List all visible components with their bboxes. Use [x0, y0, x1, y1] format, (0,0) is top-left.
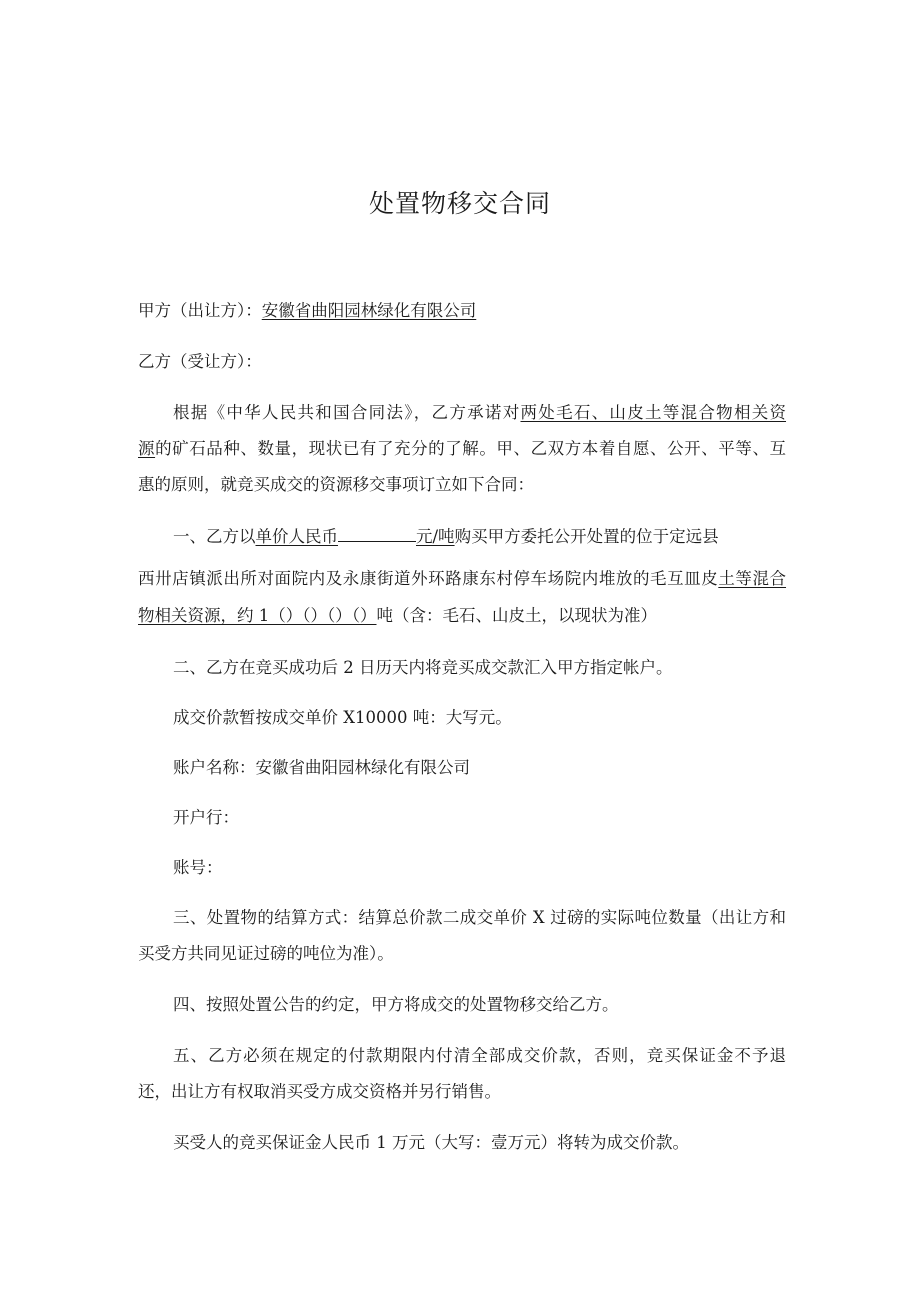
clause-1-line-3 [138, 605, 788, 627]
preamble-line-3: 惠的原则，就竞买成交的资源移交事项订立如下合同： [138, 475, 534, 494]
clause-1-text: 西卅店镇派出所对面院内及永康街道外环路康东村停车场院内堆放的毛互皿皮 [138, 569, 719, 588]
party-a-label: 甲方（出让方）： [138, 301, 262, 320]
preamble-text: 根据《中华人民共和国合同法》，乙方承诺对 [173, 403, 521, 422]
clause-5-line-1: 五、乙方必须在规定的付款期限内付清全部成交价款，否则，竞买保证金不予退 [173, 1046, 786, 1065]
preamble-underlined-text: 源 [138, 439, 156, 458]
clause-2: 二、乙方在竞买成功后 2 日历天内将竞买成交款汇入甲方指定帐户。 [173, 658, 673, 677]
clause-4: 四、按照处置公告的约定，甲方将成交的处置物移交给乙方。 [173, 995, 619, 1014]
bank-line: 开户行： [173, 808, 239, 827]
clause-1-line-1 [173, 526, 823, 548]
account-name-line: 账户名称：安徽省曲阳园林绿化有限公司 [173, 758, 470, 777]
preamble-line-2 [138, 438, 786, 460]
clause-1-text: 一、乙方以 [173, 527, 256, 546]
clause-1-text: 购买甲方委托公开处置的位于定远县 [454, 527, 719, 546]
party-a-line [138, 300, 788, 322]
party-b-line [138, 351, 788, 373]
party-a-name: 安徽省曲阳园林绿化有限公司 [261, 301, 477, 320]
account-number-line: 账号： [173, 858, 223, 877]
document-title: 处置物移交合同 [368, 189, 551, 218]
unit-price-blank [338, 526, 416, 542]
unit-price-label: 单价人民币 [255, 527, 338, 546]
clause-5-line-2: 还，出让方有权取消买受方成交资格并另行销售。 [138, 1082, 501, 1101]
clause-1-underlined-text: 土等混合 [718, 569, 787, 588]
quantity-underlined-text: 物相关资源，约 1（）（）（）（） [138, 606, 377, 625]
clause-1-text: 吨（含：毛石、山皮土，以现状为准） [376, 606, 657, 625]
preamble-underlined-text: 两处毛石、山皮土等混合物相关资 [520, 403, 787, 422]
preamble-text: 的矿石品种、数量，现状已有了充分的了解。甲、乙双方本着自愿、公开、平等、互 [155, 439, 787, 458]
clause-3-line-1: 三、处置物的结算方式：结算总价款二成交单价 X 过磅的实际吨位数量（出让方和 [173, 908, 786, 927]
price-line: 成交价款暂按成交单价 X10000 吨：大写元。 [173, 708, 512, 727]
preamble-line-1 [173, 402, 786, 424]
clause-3-line-2: 买受方共同见证过磅的吨位为准）。 [138, 944, 394, 963]
clause-1-line-2 [138, 568, 786, 590]
price-unit: 元/吨 [416, 527, 455, 546]
party-b-label: 乙方（受让方）： [138, 352, 262, 371]
deposit-line: 买受人的竞买保证金人民币 1 万元（大写：壹万元）将转为成交价款。 [173, 1133, 689, 1152]
